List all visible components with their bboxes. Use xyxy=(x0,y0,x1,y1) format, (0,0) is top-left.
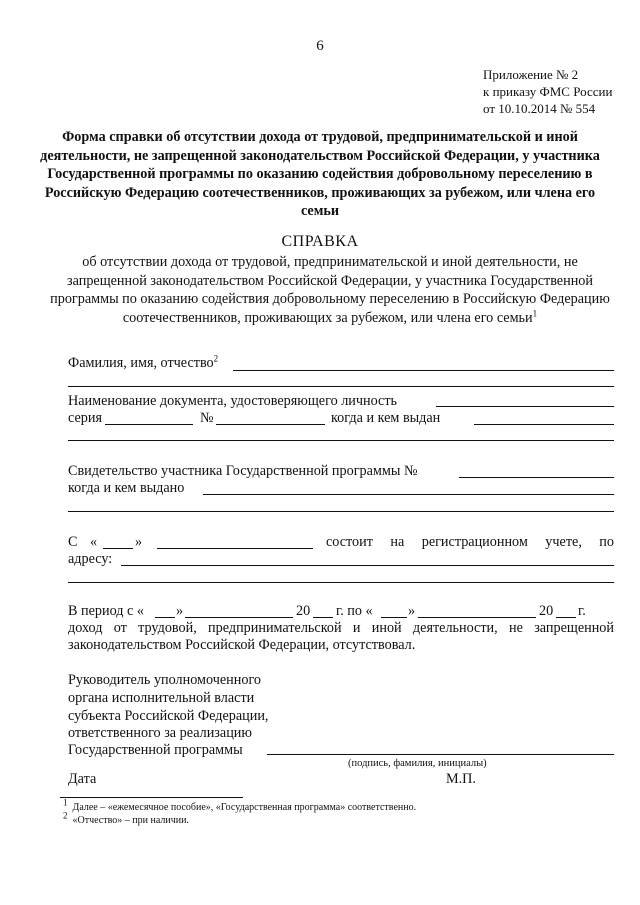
fio-label-text: Фамилия, имя, отчество xyxy=(68,355,214,371)
income-text-line-1: доход от трудовой, предпринимательской и иной деятельности, не запрещенной xyxy=(68,620,614,636)
issued-line[interactable] xyxy=(474,424,614,425)
appendix-line-2: к приказу ФМС России xyxy=(483,84,613,99)
signer-line-3: субъекта Российской Федерации, xyxy=(68,708,269,724)
reg-month-line[interactable] xyxy=(157,548,313,549)
fio-label xyxy=(68,354,218,372)
stamp-label: М.П. xyxy=(446,771,476,787)
fio-line[interactable] xyxy=(233,370,614,371)
doc-line[interactable] xyxy=(436,406,614,407)
form-title: Форма справки об отсутствии дохода от трудовой, предпринимательской и иной деятельности, не запрещенной законодательством Российской Федерации, у участника Государственной программы по оказанию содействия добровольному переселению в Российскую Федерацию соотечественников, проживающих за рубежом, или члена его семьи xyxy=(40,129,600,219)
address-line-2[interactable] xyxy=(68,582,614,583)
series-label: серия xyxy=(68,410,102,426)
period-from-label: В период с « xyxy=(68,603,144,619)
reg-text: состоит на регистрационном учете, по xyxy=(326,534,614,550)
signer-line-1: Руководитель уполномоченного xyxy=(68,672,262,688)
certificate-number-line[interactable] xyxy=(459,477,614,478)
period-month-2-line[interactable] xyxy=(418,617,536,618)
certificate-label: Свидетельство участника Государственной программы № xyxy=(68,463,418,479)
page-number: 6 xyxy=(316,38,324,54)
issued-line-2[interactable] xyxy=(68,440,614,441)
footnote-1 xyxy=(63,797,417,813)
reg-day-line[interactable] xyxy=(103,548,133,549)
footnote-ref-2: 2 xyxy=(213,353,219,364)
spravka-subtitle-text: об отсутствии дохода от трудовой, предпринимательской и иной деятельности, не запрещенной законодательством Российской Федерации, у участника Государственной программы по оказанию содействия добровольному переселению в Российскую Федерацию соотечественников, проживающих за рубежом, или члена его семьи xyxy=(50,254,610,326)
appendix-line-1: Приложение № 2 xyxy=(483,67,579,82)
signer-line-5: Государственной программы xyxy=(68,742,243,758)
cert-issued-line[interactable] xyxy=(203,494,614,495)
year-end-label: г. xyxy=(578,603,586,619)
footnote-2-text: «Отчество» – при наличии. xyxy=(72,815,189,826)
series-line[interactable] xyxy=(105,424,193,425)
spravka-heading: СПРАВКА xyxy=(281,233,359,250)
issued-label: когда и кем выдан xyxy=(331,410,441,426)
doc-label: Наименование документа, удостоверяющего личность xyxy=(68,393,398,409)
footnote-ref-1: 1 xyxy=(532,307,538,318)
spravka-subtitle xyxy=(50,253,610,327)
address-line[interactable] xyxy=(121,565,614,566)
period-quote-2: » xyxy=(408,603,416,619)
address-label: адресу: xyxy=(68,551,113,567)
year-2-prefix: 20 xyxy=(539,603,554,619)
period-day-1-line[interactable] xyxy=(155,617,175,618)
cert-issued-line-2[interactable] xyxy=(68,511,614,512)
date-label: Дата xyxy=(68,771,97,787)
year-1-prefix: 20 xyxy=(296,603,311,619)
signer-line-4: ответственного за реализацию xyxy=(68,725,252,741)
footnote-separator xyxy=(60,797,243,798)
signature-line[interactable] xyxy=(267,754,614,755)
footnote-1-text: Далее – «ежемесячное пособие», «Государственная программа» соответственно. xyxy=(72,802,417,813)
period-month-1-line[interactable] xyxy=(185,617,293,618)
number-label: № xyxy=(200,410,214,426)
year-2-line[interactable] xyxy=(556,617,576,618)
reg-quote-close: » xyxy=(135,534,143,550)
cert-issued-label: когда и кем выдано xyxy=(68,480,185,496)
period-quote-1: » xyxy=(176,603,184,619)
footnote-2-mark: 2 xyxy=(63,810,68,821)
year-1-line[interactable] xyxy=(313,617,333,618)
appendix-line-3: от 10.10.2014 № 554 xyxy=(483,101,596,116)
period-to-label: г. по « xyxy=(336,603,373,619)
period-day-2-line[interactable] xyxy=(381,617,407,618)
signature-caption: (подпись, фамилия, инициалы) xyxy=(348,758,487,769)
footnote-2 xyxy=(63,810,189,826)
reg-quote-open: « xyxy=(90,534,98,550)
reg-from-label: С xyxy=(68,534,78,550)
income-text-line-2: законодательством Российской Федерации, отсутствовал. xyxy=(68,637,416,653)
fio-line-2[interactable] xyxy=(68,386,614,387)
doc-number-line[interactable] xyxy=(216,424,325,425)
footnote-1-mark: 1 xyxy=(63,797,68,808)
signer-line-2: органа исполнительной власти xyxy=(68,690,255,706)
